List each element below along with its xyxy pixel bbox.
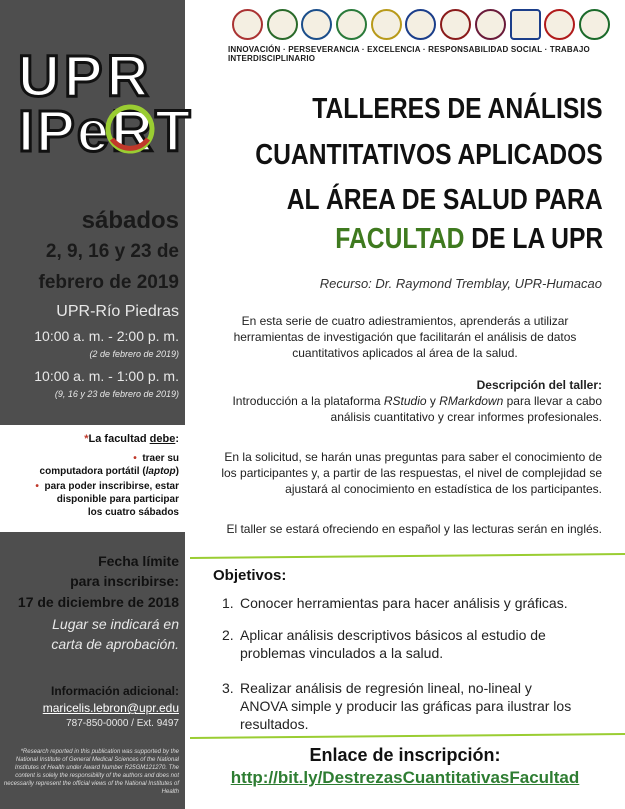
dates-line1: 2, 9, 16 y 23 de [45,241,179,262]
deadline-note: Lugar se indicará en carta de aprobación. [51,616,179,652]
campus-seal-icon [232,9,263,40]
contact-email-link[interactable]: maricelis.lebron@upr.edu [42,701,179,715]
logo-ring-icon [104,101,156,157]
intro-paragraph: En esta serie de cuatro adiestramientos, aprenderás a utilizar herramientas de investigación que facilitarán el análisis de datos cuantitativos aplicados al área de la salud. [233,314,577,360]
resource-person: Recurso: Dr. Raymond Tremblay, UPR-Humacao [319,276,602,291]
page-title-line3: AL ÁREA DE SALUD PARA [287,184,603,216]
divider [190,733,625,739]
campus-seals-row [232,9,610,41]
description-title: Descripción del taller: [476,378,602,392]
deadline-date: 17 de diciembre de 2018 [17,594,179,610]
faculty-item-availability: • para poder inscribirse, estar disponible para participar los cuatro sábados [35,481,179,518]
objective-item: 3. Realizar análisis de regresión lineal, no-lineal y ANOVA simple y producir las gráficas para ilustrar los resultados. [222,680,572,732]
time-other-sessions-note: (9, 16 y 23 de febrero de 2019) [54,389,179,399]
objective-item: 2. Aplicar análisis descriptivos básicos al estudio de problemas vinculados a la salud. [222,627,546,661]
time-other-sessions: 10:00 a. m. - 1:00 p. m. [34,368,179,384]
contact-phone: 787-850-0000 / Ext. 9497 [66,718,179,729]
application-paragraph: En la solicitud, se harán unas preguntas para saber el conocimiento de los participantes y, a partir de las respuestas, el nivel de complejidad se ajustará al conocimiento en estadística de los participantes. [221,450,602,496]
campus-seal-icon [267,9,298,40]
time-first-session: 10:00 a. m. - 2:00 p. m. [34,328,179,344]
logo-upr: UPR [18,44,153,109]
language-paragraph: El taller se estará ofreciendo en español y las lecturas serán en inglés. [226,522,602,536]
venue: UPR-Río Piedras [56,303,179,320]
page-title-line2: CUANTITATIVOS APLICADOS [255,139,603,171]
page-title-line4: FACULTAD DE LA UPR [335,223,603,255]
objectives-title: Objetivos: [213,567,287,584]
dates-line2: febrero de 2019 [38,272,179,293]
motto: INNOVACIÓN · PERSEVERANCIA · EXCELENCIA · RESPONSABILIDAD SOCIAL · TRABAJO INTERDISCIPLINARIO [228,45,590,63]
campus-seal-icon [336,9,367,40]
campus-seal-icon [440,9,471,40]
info-title: Información adicional: [50,684,179,698]
registration-link[interactable]: http://bit.ly/DestrezasCuantitativasFacultad [230,768,580,787]
campus-seal-icon [544,9,575,40]
campus-seal-icon [405,9,436,40]
faculty-item-laptop: • traer su computadora portátil (laptop) [39,453,179,477]
description-paragraph: Introducción a la plataforma RStudio y RMarkdown para llevar a cabo análisis cuantitativo y crear informes profesionales. [232,394,602,424]
logo-ipert: IPeRT [18,99,193,164]
funding-disclaimer: *Research reported in this publication was supported by the National Institute of General Medical Sciences of the National Institutes of Health under Award Number R25GM121270. The content is solely the responsibility of the authors and does not necessarily represent the official views of the National Institutes of Health [3,749,179,795]
campus-seal-icon [301,9,332,40]
registration-title: Enlace de inscripción: [309,745,501,765]
campus-seal-icon [510,9,541,40]
campus-seal-icon [579,9,610,40]
page-title-line1: TALLERES DE ANÁLISIS [312,93,603,125]
divider [190,553,625,559]
objective-item: 1. Conocer herramientas para hacer análisis y gráficas. [222,595,568,611]
campus-seal-icon [475,9,506,40]
dates-label: sábados [81,207,179,234]
campus-seal-icon [371,9,402,40]
time-first-session-note: (2 de febrero de 2019) [89,349,179,359]
deadline-title: Fecha límite para inscribirse: [70,553,179,589]
faculty-title: *La facultad debe: [84,433,179,445]
